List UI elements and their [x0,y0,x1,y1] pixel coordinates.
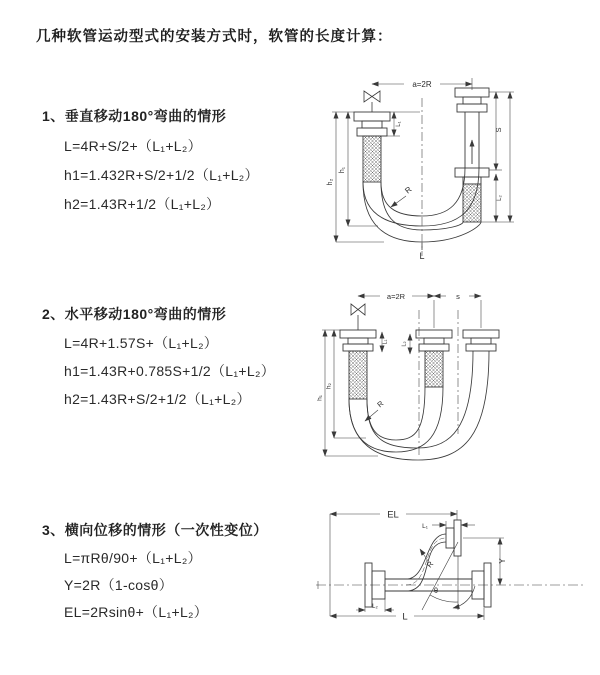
section-1-formula-h1: h1=1.432R+S/2+1/2（L₁+L₂） [64,167,259,183]
diagram-horizontal-180-bend [318,286,590,464]
page-title: 几种软管运动型式的安装方式时，软管的长度计算： [36,29,393,45]
line-art [327,78,514,261]
dim-label-h-outer: h₁ [316,395,324,401]
section-3-formula-el: EL=2Rsinθ+（L₁+L₂） [64,604,209,620]
dim-label-angle: θ [433,586,439,595]
dim-label-length: L [402,611,408,623]
valve-icon [351,304,365,330]
dim-label-el: EL [387,509,399,521]
dim-label-radius: R [424,559,436,570]
dim-label-span: a=2R [412,80,432,89]
section-3-heading: 3、横向位移的情形（一次性变位） [42,522,268,538]
line-art [317,292,500,460]
dim-label-fitting-right: L₂ [497,195,503,201]
dim-label-radius: R [375,398,386,410]
section-1-heading: 1、垂直移动180°弯曲的情形 [42,108,227,124]
dim-label-length: L [419,251,425,261]
dim-label-fitting-left: L₁ [382,339,389,345]
dim-label-fitting-top: L₁ [422,523,428,530]
diagram-lateral-displacement [308,498,592,650]
dim-label-h-inner: h₁ [339,166,346,174]
section-3-formula-y: Y=2R（1-cosθ） [64,577,174,593]
dim-label-fitting-left: L₂ [372,604,378,610]
right-pipe-fitting [455,88,489,222]
section-2-heading: 2、水平移动180°弯曲的情形 [42,306,227,322]
section-2-formula-h1: h1=1.43R+0.785S+1/2（L₁+L₂） [64,363,275,379]
section-2-formula-h2: h2=1.43R+S/2+1/2（L₁+L₂） [64,391,251,407]
dim-label-h-outer: h₂ [327,178,334,186]
dim-label-stroke: s [456,292,460,301]
left-pipe-fitting [340,330,376,399]
dim-label-offset: Y [498,558,507,564]
section-1-formula-h2: h2=1.43R+1/2（L₁+L₂） [64,196,221,212]
dim-label-fitting-left: L₁ [396,121,402,127]
section-2-formula-length: L=4R+1.57S+（L₁+L₂） [64,335,219,351]
dim-label-h-inner: h₂ [325,382,333,390]
section-1-formula-length: L=4R+S/2+（L₁+L₂） [64,138,202,154]
valve-icon [364,91,380,112]
dim-label-radius: R [403,184,414,196]
left-pipe-fitting [354,112,420,182]
line-art [316,510,586,623]
diagram-vertical-180-bend [320,64,588,260]
dim-label-fitting-mid: L₂ [401,341,408,347]
angle-construction [422,542,475,610]
middle-pipe-fitting [416,330,452,387]
right-pipe-fitting [463,330,499,351]
section-3-formula-length: L=πRθ/90+（L₁+L₂） [64,550,202,566]
dim-label-span: a=2R [386,292,406,301]
dim-label-stroke: S [494,127,503,133]
